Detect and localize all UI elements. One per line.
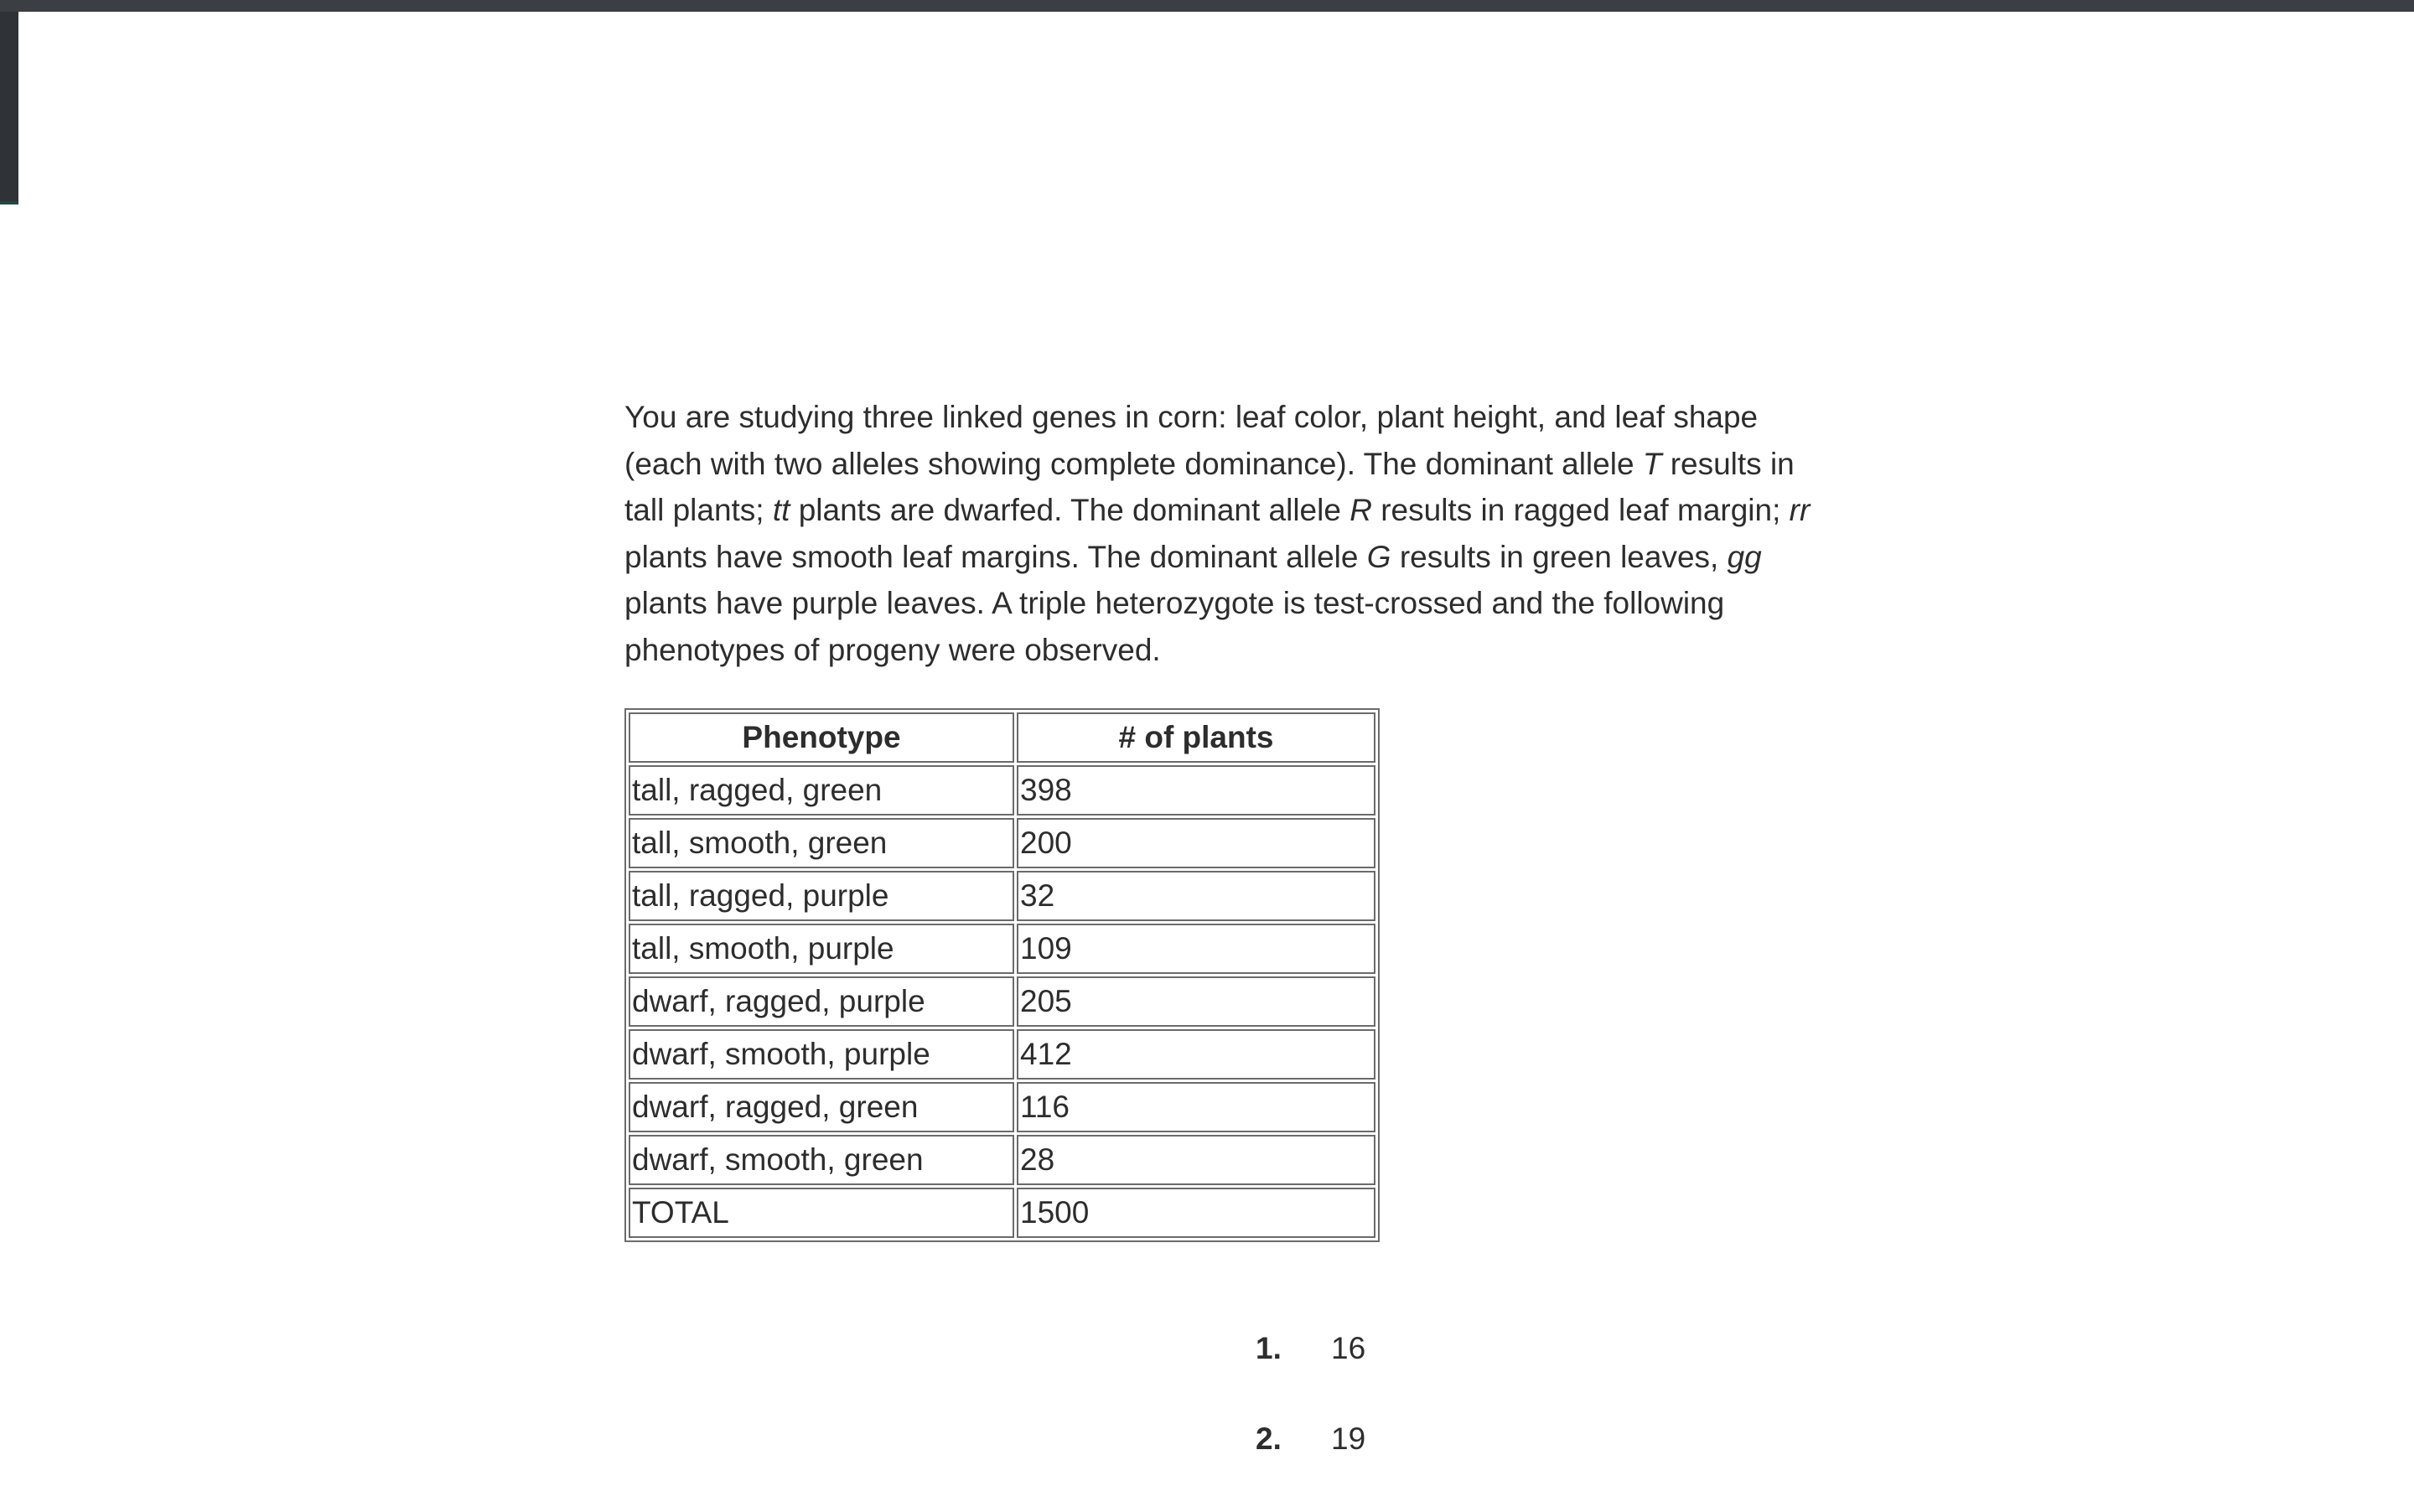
- top-bar: [0, 0, 2414, 12]
- answer-value: 16: [1331, 1331, 1366, 1365]
- table-row: [629, 976, 1375, 1027]
- header-plant-count: # of plants: [1017, 712, 1375, 763]
- header-phenotype: Phenotype: [629, 712, 1014, 763]
- answer-option-2[interactable]: [1256, 1421, 1365, 1512]
- table-row-total: [629, 1188, 1375, 1238]
- allele-symbol: R: [1349, 493, 1372, 527]
- phenotype-cell: dwarf, smooth, green: [629, 1135, 1014, 1185]
- allele-symbol: tt: [772, 493, 790, 527]
- question-content: [624, 394, 1819, 1242]
- table-row: [629, 924, 1375, 974]
- allele-symbol: rr: [1789, 493, 1810, 527]
- phenotype-cell: dwarf, ragged, green: [629, 1082, 1014, 1132]
- table-row: [629, 1082, 1375, 1132]
- phenotype-cell: tall, ragged, green: [629, 765, 1014, 816]
- allele-symbol: gg: [1727, 539, 1762, 574]
- count-cell: 398: [1017, 765, 1375, 816]
- count-cell: 32: [1017, 871, 1375, 921]
- question-text-segment: results in ragged leaf margin;: [1371, 493, 1790, 527]
- phenotype-cell: dwarf, smooth, purple: [629, 1029, 1014, 1080]
- answer-value: 19: [1331, 1421, 1366, 1456]
- allele-symbol: T: [1642, 446, 1662, 481]
- question-text-segment: results in tall plants;: [624, 446, 1795, 527]
- total-label-cell: TOTAL: [629, 1188, 1014, 1238]
- table-row: [629, 1135, 1375, 1185]
- answer-list: [1256, 1331, 1365, 1512]
- phenotype-cell: dwarf, ragged, purple: [629, 976, 1014, 1027]
- total-count-cell: 1500: [1017, 1188, 1375, 1238]
- count-cell: 28: [1017, 1135, 1375, 1185]
- table-row: [629, 818, 1375, 868]
- answer-number: 1.: [1256, 1331, 1282, 1365]
- question-text: [624, 394, 1819, 673]
- phenotype-cell: tall, ragged, purple: [629, 871, 1014, 921]
- question-text-segment: plants are dwarfed. The dominant allele: [790, 493, 1350, 527]
- allele-symbol: G: [1366, 539, 1391, 574]
- table-row: [629, 1029, 1375, 1080]
- count-cell: 109: [1017, 924, 1375, 974]
- table-row: [629, 765, 1375, 816]
- answer-option-1[interactable]: [1256, 1331, 1365, 1421]
- phenotype-table: [624, 708, 1380, 1242]
- question-text-segment: You are studying three linked genes in corn: leaf color, plant height, and leaf shape (each with two alleles showing complete dominance). The dominant allele: [624, 400, 1759, 481]
- question-text-segment: results in green leaves,: [1391, 539, 1728, 574]
- count-cell: 412: [1017, 1029, 1375, 1080]
- answer-number: 2.: [1256, 1421, 1282, 1456]
- question-text-segment: plants have smooth leaf margins. The dominant allele: [624, 539, 1367, 574]
- table-row: [629, 871, 1375, 921]
- question-text-segment: plants have purple leaves. A triple heterozygote is test-crossed and the following phenotypes of progeny were observed.: [624, 586, 1725, 667]
- count-cell: 200: [1017, 818, 1375, 868]
- count-cell: 205: [1017, 976, 1375, 1027]
- phenotype-cell: tall, smooth, green: [629, 818, 1014, 868]
- phenotype-cell: tall, smooth, purple: [629, 924, 1014, 974]
- side-panel-edge: [0, 12, 18, 205]
- count-cell: 116: [1017, 1082, 1375, 1132]
- table-header-row: [629, 712, 1375, 763]
